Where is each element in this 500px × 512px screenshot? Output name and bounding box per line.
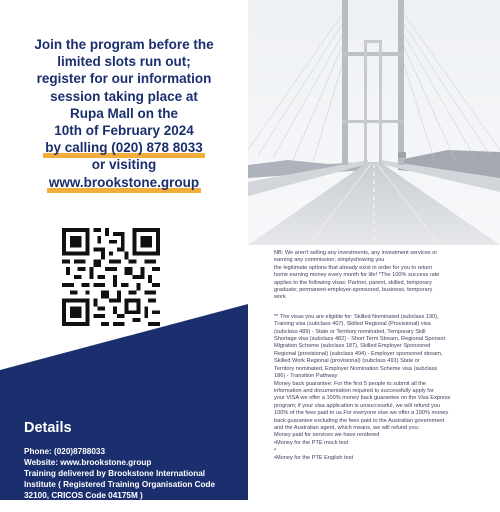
- qr-code[interactable]: [62, 228, 160, 326]
- disclaimer-paragraph: [274, 250, 476, 302]
- headline-line: Join the program before the: [34, 37, 214, 52]
- text-line: back guarantee excluding the fees paid to the Australian government: [274, 417, 445, 424]
- text-line: •Money for the PTE English test: [274, 454, 354, 461]
- details-section: [24, 420, 244, 512]
- text-line: Training visa (subclass 407), Skilled Regional (Provisional) visa: [274, 321, 431, 328]
- text-line: work: [274, 294, 286, 301]
- details-phone: Phone: (020)8788033: [24, 447, 106, 456]
- text-line: Regional (provisional) (subclass 494) - Employer sponsored stream,: [274, 350, 443, 357]
- details-line: 32100, CRICOS Code 04175M ): [24, 491, 143, 500]
- headline-line: Rupa Mall on the: [70, 105, 178, 121]
- text-line: applies to the following visas: Partner, parent, skilled, temporary: [274, 279, 432, 286]
- headline-line: or visiting: [91, 157, 157, 173]
- headline-line: limited slots run out;: [57, 54, 191, 70]
- text-line: Money paid for services we have rendered: [274, 432, 380, 439]
- text-line: Skilled Work Regional (provisional) (subclass 491) State or: [274, 358, 420, 365]
- left-panel: [0, 0, 248, 511]
- event-date: 10th of February 2024: [54, 123, 194, 139]
- details-line: Australian Business Number 29 139 502 524: [24, 502, 196, 511]
- text-line: program; if your visa application is unsuccessful, we will refund you: [274, 402, 441, 409]
- fine-print: [274, 250, 476, 462]
- text-line: Shortage visa (subclass 482) - Short Term Stream, Regional Sponsor: [274, 336, 446, 343]
- text-line: and the Australian agent, which means, we will refund you:: [274, 424, 420, 431]
- text-line: •: [274, 447, 276, 454]
- text-line: Money back guarantee: For the first 5 people to submit all the: [274, 380, 427, 387]
- headline: [10, 36, 238, 191]
- bridge-photo: [248, 0, 500, 245]
- details-line: Institute ( Registered Training Organisation Code: [24, 480, 216, 489]
- details-line: Training delivered by Brookstone International: [24, 469, 206, 478]
- text-line: ** The visas you are eligible for: Skilled Nominated (subclass 190),: [274, 313, 439, 320]
- text-line: home earning money every month for life! *The 100% success rate: [274, 272, 440, 279]
- text-line: 100% of the fees paid to us.For everyone else we offer a 100% money: [274, 410, 449, 417]
- text-line: information and documentation required to successfully apply for: [274, 387, 434, 394]
- text-line: •Money for the PTE mock test: [274, 439, 349, 446]
- text-line: graduate; permanent-employer-sponsored, business, temporary: [274, 287, 433, 294]
- website-link[interactable]: www.brookstone.group: [48, 174, 200, 190]
- bridge-image: [248, 0, 500, 245]
- text-line: earning any commission; simplyshowing you: [274, 257, 385, 264]
- right-panel: [248, 0, 500, 500]
- qr-code-icon: [62, 228, 160, 326]
- text-line: Migration Scheme (subclass 187), Skilled Employer Sponsored: [274, 343, 431, 350]
- text-line: 186) - Transition Pathway: [274, 373, 338, 380]
- text-line: Territory nominated, Employer Nomination Scheme visa (subclass: [274, 365, 438, 372]
- visa-paragraph: [274, 314, 476, 462]
- text-line: your VISA we offer a 100% money back guarantee on the Visa Express: [274, 395, 451, 402]
- headline-line: register for our information: [36, 71, 212, 87]
- headline-line: session taking place at: [50, 88, 198, 104]
- text-line: (subclass 489) - State or Territory nominated, Temporary Skill: [274, 328, 426, 335]
- text-line: NB: We aren't selling any investments, any investment services or: [274, 250, 438, 256]
- phone-link[interactable]: by calling (020) 878 8033: [45, 140, 203, 156]
- details-title: Details: [24, 420, 72, 436]
- details-website: Website: www.brookstone.group: [24, 458, 152, 467]
- text-line: the legitimate options that already exist in order for you to return: [274, 264, 433, 271]
